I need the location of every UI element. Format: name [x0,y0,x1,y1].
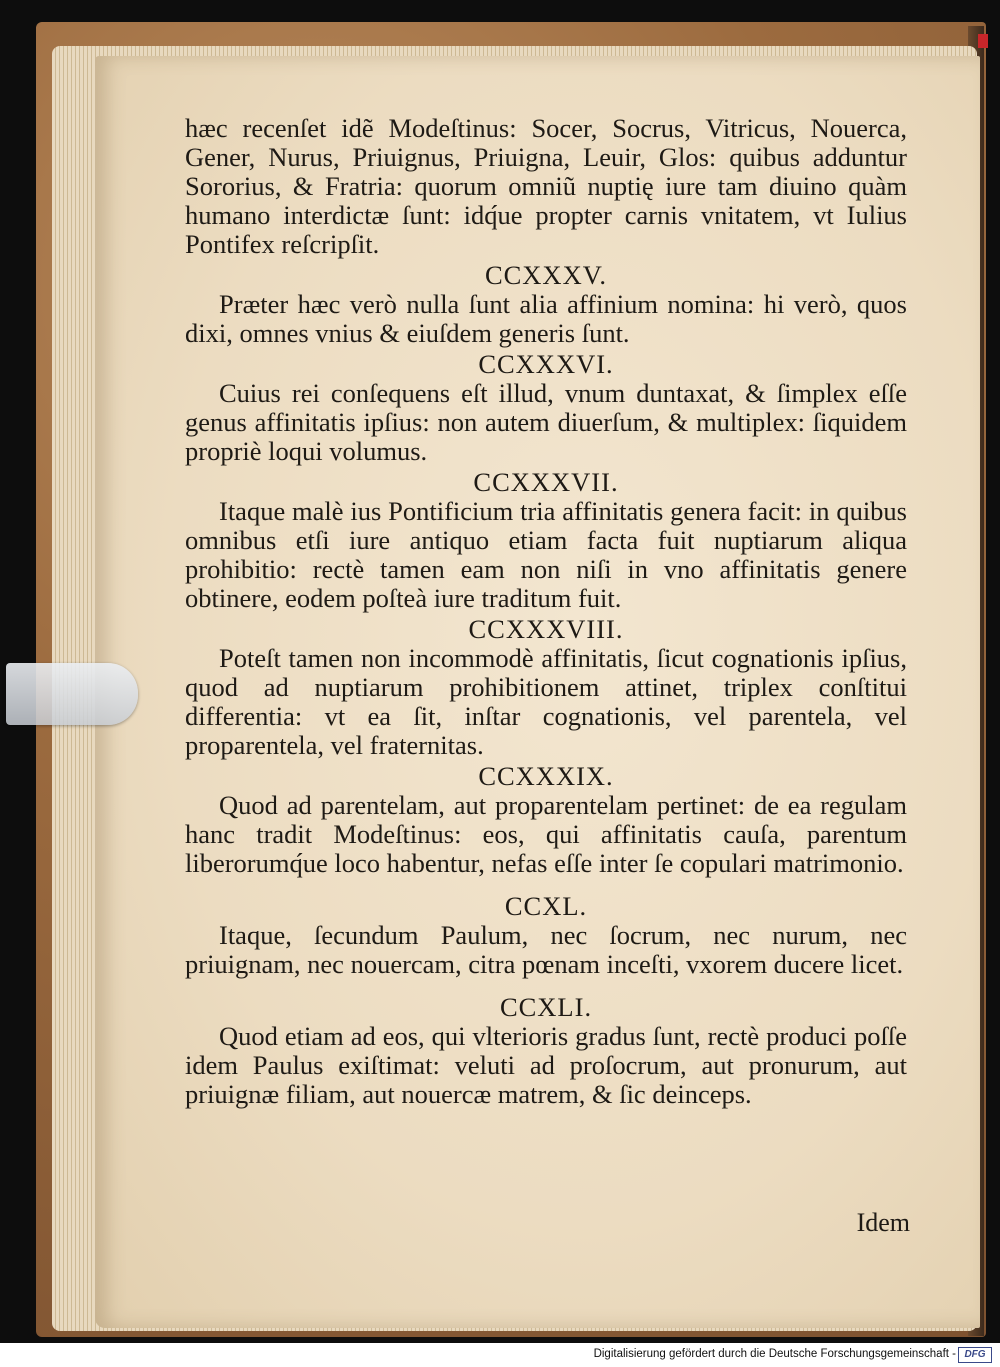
spacer [185,979,907,991]
page-clip-bookmark [6,663,138,725]
section-6-text: Itaque, ſecundum Paulum, nec ſocrum, nec nurum, nec priuignam, nec nouercam, citra pœnam inceſti, vxorem ducere licet. [185,920,907,979]
section-4-text: Poteſt tamen non incommodè affinitatis, ſicut cognationis ipſius, quod ad nuptiarum prohibitionem attinet, triplex conſtitui differentia: vt ea ſit, inſtar cognationis, vel parentela, vel proparentela, vel fraternitas. [185,643,907,760]
page-text [185,114,907,1109]
section-7-numeral: CCXLI. [499,992,593,1022]
section-6-numeral: CCXL. [504,891,588,921]
catchword: Idem [856,1208,910,1237]
section-1-numeral: CCXXXV. [484,260,608,290]
section-0-text: hæc recenſet idẽ Modeſtinus: Socer, Socrus, Vitricus, Nouerca, Gener, Nurus, Priuignus, Priuigna, Leuir, Glos: quibus adduntur Sororius, & Fratria: quorum omniũ nuptię iure tam diuino quàm humano interdictæ ſunt: idq́ue propter carnis vnitatem, vt Iulius Pontifex reſcripſit. [185,113,907,259]
section-2-text: Cuius rei conſequens eſt illud, vnum duntaxat, & ſimplex eſſe genus affinitatis ipſius: non autem diuerſum, & multiplex: ſiquidem propriè loqui volumus. [185,378,907,466]
section-1-text: Præter hæc verò nulla ſunt alia affinium nomina: hi verò, quos dixi, omnes vnius & eiuſdem generis ſunt. [185,289,907,348]
spacer [185,878,907,890]
section-7-text: Quod etiam ad eos, qui vlterioris gradus ſunt, rectè produci poſſe idem Paulus exiſtimat: veluti ad proſocrum, aut pronurum, aut priuignæ filiam, aut nouercæ matrem, & ſic deinceps. [185,1021,907,1109]
dfg-logo-icon: DFG [958,1347,992,1363]
section-5-numeral: CCXXXIX. [478,761,614,791]
section-3-text: Itaque malè ius Pontificium tria affinitatis genera facit: in quibus omnibus etſi iure antiquo etiam facta fuit nuptiarum aliqua prohibitio: rectè tamen eam non niſi in vno affinitatis genere obtinere, eodem poſteà iure traditum fuit. [185,496,907,613]
section-4-numeral: CCXXXVIII. [468,614,624,644]
section-5-text: Quod ad parentelam, aut proparentelam pertinet: de ea regulam hanc tradit Modeſtinus: eos, qui affinitatis cauſa, parentum liberorumq́ue loco habentur, nefas eſſe inter ſe copulari matrimonio. [185,790,907,878]
section-2-numeral: CCXXXVI. [478,349,614,379]
red-tab-mark [978,34,988,48]
footer-credit: Digitalisierung gefördert durch die Deutsche Forschungsgemeinschaft - [593,1348,956,1360]
section-3-numeral: CCXXXVII. [473,467,619,497]
